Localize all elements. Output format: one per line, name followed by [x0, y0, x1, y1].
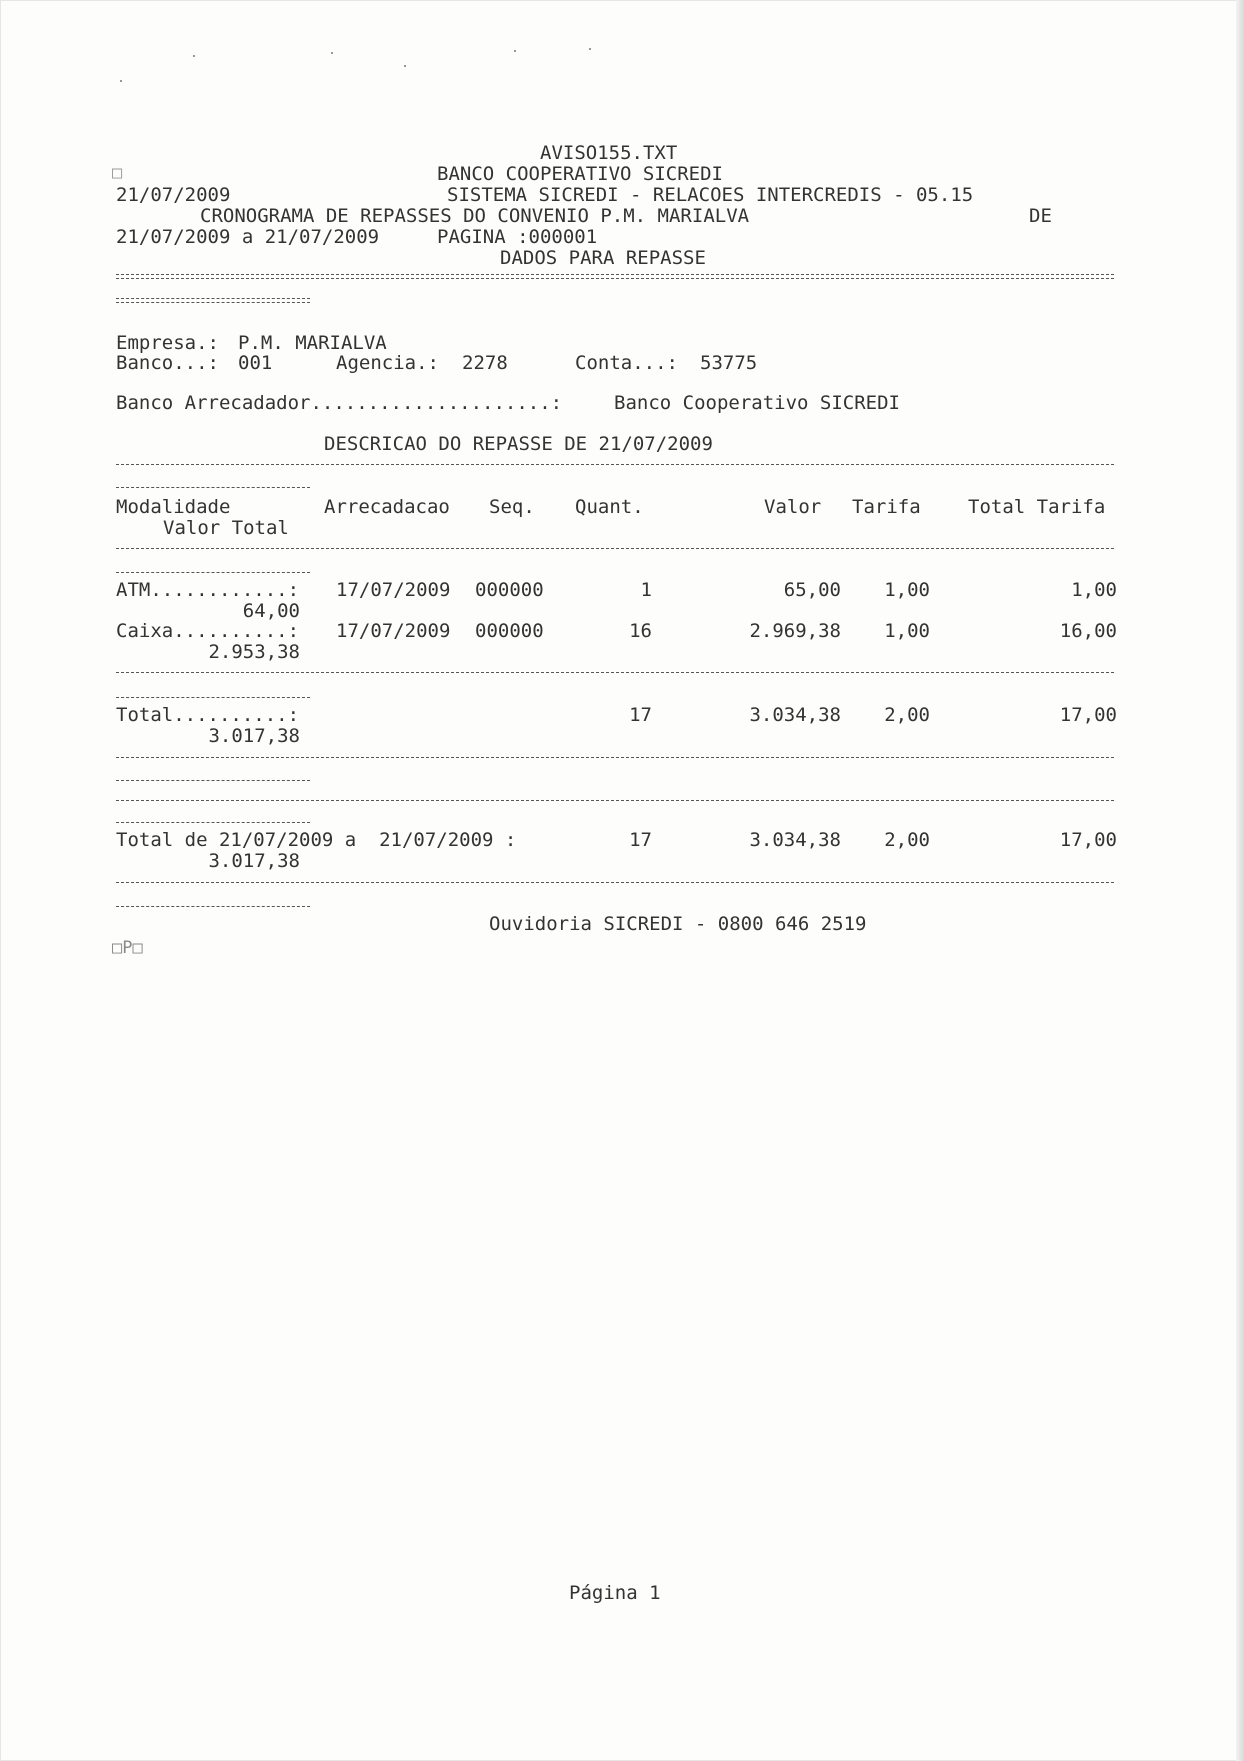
row-arrecadacao: 17/07/2009 — [336, 579, 451, 601]
row-modalidade: Caixa..........: — [116, 620, 300, 642]
row-tarifa: 1,00 — [884, 620, 930, 642]
row-tarifa: 1,00 — [884, 579, 930, 601]
total-quant: 17 — [629, 704, 652, 726]
ouvidoria-contact: Ouvidoria SICREDI - 0800 646 2519 — [489, 913, 867, 935]
row-quant: 16 — [629, 620, 652, 642]
system-name: SISTEMA SICREDI - RELACOES INTERCREDIS - 05.15 — [447, 184, 974, 206]
row-arrecadacao: 17/07/2009 — [336, 620, 451, 642]
total-valor-total: 3.017,38 — [208, 725, 300, 747]
dashed-rule — [116, 757, 1114, 758]
scan-speck — [404, 65, 406, 67]
file-name: AVISO155.TXT — [540, 142, 678, 164]
banco-label: Banco...: — [116, 352, 219, 374]
row-valor: 65,00 — [783, 579, 841, 601]
row-valor-total: 64,00 — [242, 600, 300, 622]
bank-name: BANCO COOPERATIVO SICREDI — [437, 163, 723, 185]
dashed-rule — [116, 548, 1114, 549]
scan-speck — [514, 50, 516, 52]
row-total-tarifa: 16,00 — [1059, 620, 1117, 642]
total-valor: 3.034,38 — [749, 704, 841, 726]
empresa-label: Empresa.: — [116, 332, 219, 354]
report-period: 21/07/2009 a 21/07/2009 — [116, 226, 380, 248]
scan-speck — [589, 48, 591, 50]
dashed-rule — [116, 464, 1114, 465]
col-total-tarifa: Total Tarifa — [968, 496, 1106, 518]
conta-value: 53775 — [700, 352, 758, 374]
dashed-rule — [116, 800, 1114, 801]
grand-total-quant: 17 — [629, 829, 652, 851]
scan-speck — [331, 52, 333, 54]
col-quant: Quant. — [575, 496, 644, 518]
row-seq: 000000 — [475, 579, 544, 601]
arrecadador-value: Banco Cooperativo SICREDI — [614, 392, 900, 414]
grand-total-valor: 3.034,38 — [749, 829, 841, 851]
dashed-rule — [116, 780, 310, 781]
row-total-tarifa: 1,00 — [1071, 579, 1117, 601]
col-arrecadacao: Arrecadacao — [324, 496, 450, 518]
col-tarifa: Tarifa — [852, 496, 921, 518]
col-valor: Valor — [764, 496, 822, 518]
dashed-rule — [116, 672, 1114, 673]
col-seq: Seq. — [489, 496, 535, 518]
report-title: CRONOGRAMA DE REPASSES DO CONVENIO P.M. MARIALVA — [200, 205, 750, 227]
row-valor: 2.969,38 — [749, 620, 841, 642]
banco-value: 001 — [238, 352, 273, 374]
scan-speck — [120, 80, 122, 82]
row-quant: 1 — [640, 579, 652, 601]
report-date: 21/07/2009 — [116, 184, 231, 206]
grand-total-total-tarifa: 17,00 — [1059, 829, 1117, 851]
section-title: DADOS PARA REPASSE — [500, 247, 706, 269]
empresa-value: P.M. MARIALVA — [238, 332, 387, 354]
grand-total-tarifa: 2,00 — [884, 829, 930, 851]
conta-label: Conta...: — [575, 352, 678, 374]
grand-total-label: Total de 21/07/2009 a 21/07/2009 : — [116, 829, 517, 851]
scan-edge — [1236, 0, 1244, 1761]
dashed-rule — [116, 822, 310, 823]
report-de: DE — [1029, 205, 1052, 227]
col-modalidade: Modalidade — [116, 496, 231, 518]
dashed-rule — [116, 487, 310, 488]
col-valor-total: Valor Total — [163, 517, 289, 539]
total-tarifa: 2,00 — [884, 704, 930, 726]
dashed-rule — [116, 697, 310, 698]
page-number: PAGINA :000001 — [437, 226, 598, 248]
dashed-rule — [116, 882, 1114, 883]
total-total-tarifa: 17,00 — [1059, 704, 1117, 726]
agencia-label: Agencia.: — [336, 352, 439, 374]
repasse-title: DESCRICAO DO REPASSE DE 21/07/2009 — [324, 433, 713, 455]
row-seq: 000000 — [475, 620, 544, 642]
row-valor-total: 2.953,38 — [208, 641, 300, 663]
total-label: Total..........: — [116, 704, 300, 726]
arrecadador-label: Banco Arrecadador.....................: — [116, 392, 563, 414]
page-marker: □P□ — [112, 938, 143, 958]
row-modalidade: ATM............: — [116, 579, 300, 601]
double-rule — [116, 274, 1114, 275]
page-label: Página 1 — [569, 1582, 661, 1604]
agencia-value: 2278 — [462, 352, 508, 374]
control-glyph: □ — [112, 163, 123, 183]
dashed-rule — [116, 906, 310, 907]
scan-speck — [193, 55, 195, 57]
dashed-rule — [116, 572, 310, 573]
double-rule — [116, 298, 310, 299]
grand-total-valor-total: 3.017,38 — [208, 850, 300, 872]
